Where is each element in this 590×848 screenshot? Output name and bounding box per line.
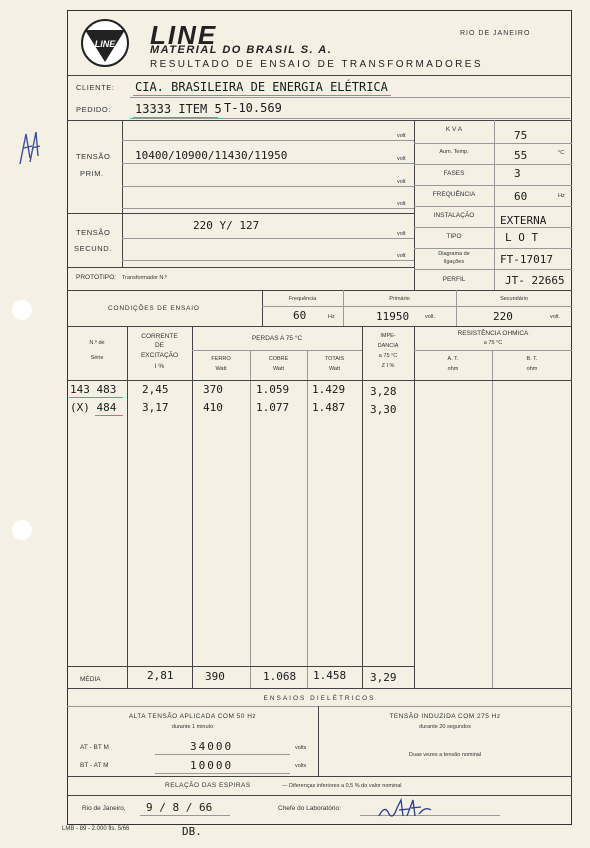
instalacao-label: INSTALAÇÃO [433,212,475,219]
diagrama-value: FT-17017 [500,253,553,266]
diel-line [67,706,572,707]
tensao-secund-value: 220 Y/ 127 [193,219,260,232]
row2-serie: (X) 484 [70,401,117,414]
tipo-value: L O T [505,231,539,244]
prim-volt-3: volt [397,179,406,185]
kva-label: K V A [445,126,463,133]
freq-value: 60 [293,309,307,322]
prim-line-4 [122,208,414,209]
col-corrente-1: CORRENTE [141,333,178,340]
relacao-label: RELAÇÃO DAS ESPIRAS [165,782,251,789]
perfil-value: JT- 22665 [505,274,565,287]
col-imped-4: Z I % [381,363,395,369]
cliente-label: CLIENTE: [76,83,115,92]
divider-prim-sec [67,213,414,214]
col-at-1: A. T. [447,356,459,362]
prim-label: Primário [389,296,410,302]
chefe-label: Chefe do Laboratório: [278,805,341,812]
instalacao-value: EXTERNA [500,214,547,227]
alta-sub: durante 1 minuto [171,724,214,730]
aum-temp-unit: °C [558,150,565,156]
perdas-header: PERDAS A 75 °C [251,335,303,342]
t-h-perdas [192,350,362,351]
induzida-value: Duas vezes a tensão nominal [408,752,482,758]
col-corrente-2: DE [154,342,165,349]
media-corrente: 2,81 [147,669,174,682]
rf-line-5 [414,227,572,228]
t-v-ferro [250,350,251,688]
induzida-sub: durante 20 segundos [419,724,471,730]
prim-volt-1: volt [397,133,406,139]
col-imped-1: IMPE- [380,333,396,339]
frequencia-label: FREQUÊNCIA [432,191,476,198]
bt-at-line [155,773,290,774]
row2-corrente: 3,17 [142,401,169,414]
bt-at-value: 10000 [190,759,234,772]
footer-date: 9 / 8 / 66 [146,801,213,814]
rf-line-3 [414,185,572,186]
col-corrente-3: EXCITAÇÃO [140,352,179,359]
svg-text:LINE: LINE [94,39,116,49]
row2-imped: 3,30 [370,403,397,416]
kva-value: 75 [514,129,528,142]
fases-value: 3 [514,167,521,180]
row1-totais: 1.429 [312,383,346,396]
t-v-cobre [307,350,308,688]
prim-volt-4: volt [397,201,406,207]
prim-unit: volt. [425,314,436,320]
t-h-header [67,380,572,381]
perfil-label: PERFIL [442,276,466,283]
brand-name: LINE [150,20,218,50]
row1-cobre: 1.059 [256,383,290,396]
cliente-value: CIA. BRASILEIRA DE ENERGIA ELÉTRICA [135,80,388,94]
margin-initial-mark [16,128,42,168]
tensao-secund-label2: SECUND. [74,244,112,253]
prim-line-2 [122,163,414,164]
tipo-label: TIPO [446,233,462,240]
prototipo-label: PROTOTIPO: [76,274,116,281]
prim-line-1 [122,140,414,141]
col-cobre-2: Watt [272,366,285,372]
frequencia-value: 60 [514,190,528,203]
at-bt-value: 34000 [190,740,234,753]
divider-6 [67,795,572,796]
col-ferro-1: FERRO [211,356,231,362]
sec-volt-2: volt [397,253,406,259]
prim-value: 11950 [376,310,410,323]
frequencia-unit: Hz [558,193,565,199]
signature [375,796,435,822]
col-bt-1: B. T. [526,356,538,362]
rf-line-6 [414,248,572,249]
sec-volt-1: volt [397,231,406,237]
t-h-resist [414,350,572,351]
divider-5 [67,776,572,777]
alta-label: ALTA TENSÃO APLICADA COM 50 Hz [128,713,257,720]
row2-totais: 1.487 [312,401,346,414]
media-ferro: 390 [205,670,225,683]
rf-line-4 [414,206,572,207]
date-line [140,815,230,816]
col-imped-3: a 75 °C [378,353,398,359]
cliente-line [130,97,570,98]
footer-initials: DB. [182,825,202,838]
at-bt-label: AT - BT M [80,744,109,751]
sec-unit: volt. [550,314,561,320]
col-cobre-1: COBRE [268,356,289,362]
induzida-label: TENSÃO INDUZIDA COM 275 Hz [389,713,501,720]
col-bt-2: ohm [526,366,538,372]
sec-value: 220 [493,310,513,323]
punch-hole-bottom [12,520,32,540]
report-title: RESULTADO DE ENSAIO DE TRANSFORMADORES [150,59,483,70]
tensao-prim-label1: TENSÃO [76,152,111,161]
cliente-underline [133,95,391,96]
row1-serie-underline [69,397,123,398]
col-totais-1: TOTAIS [324,356,345,362]
media-imped: 3,29 [370,671,397,684]
tensao-prim-label2: PRIM. [80,169,104,178]
col-ferro-2: Watt [215,366,227,372]
punch-hole-top [12,300,32,320]
cond-h [262,306,572,307]
resist-header-1: RESISTÊNCIA OHMICA [457,330,529,337]
col-at-2: ohm [447,366,459,372]
company-name: MATERIAL DO BRASIL S. A. [150,44,333,56]
prim-volt-2: volt [397,156,406,162]
sec-label: Secundário [500,296,528,302]
at-bt-line [155,754,290,755]
freq-unit: Hz [328,314,335,320]
tensao-secund-label1: TENSÃO [76,228,111,237]
t-h-media [67,666,414,667]
v-divider-left [122,120,123,267]
rf-line-2 [414,164,572,165]
bt-at-unit: volts [295,763,307,769]
dieletricos-title: ENSAIOS DIELÉTRICOS [263,695,376,702]
t-v-at [492,350,493,688]
prim-line-3 [122,186,414,187]
diagrama-label2: ligações [443,259,465,265]
prototipo-sub: Transformador N.º [122,275,167,281]
sec-line-1 [122,238,414,239]
row2-cobre: 1.077 [256,401,290,414]
rf-line-7 [414,269,572,270]
col-corrente-4: I % [154,363,165,370]
pedido-label: PEDIDO: [76,105,112,114]
pedido-extra: T-10.569 [224,101,282,115]
fases-label: FASES [443,170,465,177]
divider-proto [67,267,414,268]
tensao-prim-value: 10400/10900/11430/11950 [135,149,288,162]
pedido-line [130,118,570,119]
media-label: MÉDIA [80,676,101,683]
col-imped-2: DANCIA [377,343,399,349]
col-totais-2: Watt [328,366,341,372]
row1-serie: 143 483 [70,383,117,396]
rio-label: Rio de Janeiro, [82,805,126,812]
diagrama-label1: Diagrama de [438,251,470,257]
city-label: RIO DE JANEIRO [460,30,531,37]
col-serie-2: Série [90,355,104,361]
row2-serie-underline [95,415,123,416]
v-divider-right-inner [494,120,495,290]
row1-ferro: 370 [203,383,223,396]
bt-at-label: BT - AT M [80,762,109,769]
condicoes-label: CONDIÇÕES DE ENSAIO [108,305,200,312]
report-form [67,10,572,825]
aum-temp-value: 55 [514,149,528,162]
form-code: LMB - 89 - 2.000 fls. 5/66 [62,826,130,832]
media-totais: 1.458 [313,669,347,682]
row1-imped: 3,28 [370,385,397,398]
header-divider [67,75,572,76]
at-bt-unit: volts [295,745,307,751]
freq-label: Frequência [288,296,317,302]
divider-1 [67,120,572,121]
divider-2 [67,290,572,291]
aum-temp-label: Aum. Temp. [439,149,469,155]
line-logo [80,18,130,68]
divider-4 [67,688,572,689]
col-serie-1: N.º de [89,340,105,346]
pedido-value: 13333 ITEM 5 [135,102,222,116]
row1-corrente: 2,45 [142,383,169,396]
row2-ferro: 410 [203,401,223,414]
relacao-text: — Diferenças inferiores a 0,5 % do valor nominal [282,783,402,789]
sec-line-2 [122,260,414,261]
media-cobre: 1.068 [263,670,297,683]
rf-line-1 [414,143,572,144]
divider-3 [67,326,572,327]
resist-header-2: a 75 °C [483,340,503,346]
